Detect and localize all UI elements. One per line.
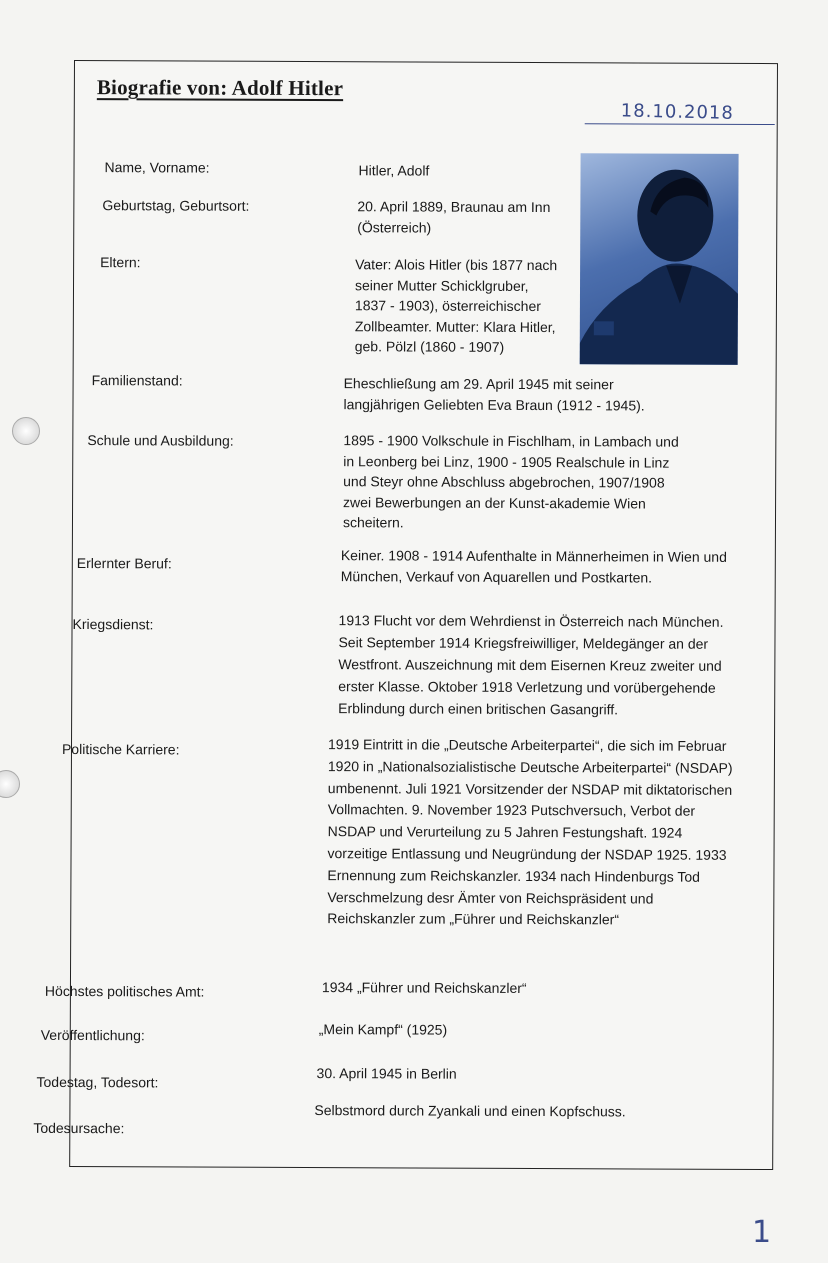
label-highest-office: Höchstes politisches Amt: — [44, 982, 205, 1000]
page-title: Biografie von: Adolf Hitler — [96, 75, 344, 101]
handwritten-page-number: 1 — [752, 1215, 772, 1250]
value-name: Hitler, Adolf — [358, 162, 430, 179]
value-death-cause: Selbstmord durch Zyankali und einen Kopfschuss. — [314, 1102, 626, 1120]
label-publication: Veröffentlichung: — [40, 1026, 145, 1044]
value-highest-office: 1934 „Führer und Reichskanzler“ — [321, 979, 527, 996]
value-military: 1913 Flucht vor dem Wehrdienst in Österreich nach München. Seit September 1914 Kriegsfreiwilliger, Meldegänger an der Westfront. Auszeichnung mit dem Eisernen Kreuz zweiter und erster Klasse. Oktober 1918 Verletzung und vorübergehende Erblindung durch einen britischen Gasangriff. — [338, 612, 724, 718]
label-name: Name, Vorname: — [104, 159, 210, 176]
label-military: Kriegsdienst: — [72, 615, 154, 633]
binder-hole-top — [12, 417, 40, 445]
binder-hole-bottom — [0, 770, 20, 798]
label-education: Schule und Ausbildung: — [87, 432, 234, 449]
portrait-silhouette — [580, 153, 739, 365]
label-birth: Geburtstag, Geburtsort: — [102, 197, 250, 214]
value-birth: 20. April 1889, Braunau am Inn (Österreich) — [357, 198, 551, 236]
label-political-career: Politische Karriere: — [61, 740, 180, 758]
label-marital-status: Familienstand: — [91, 372, 183, 389]
label-death-date: Todestag, Todesort: — [36, 1073, 159, 1091]
value-profession: Keiner. 1908 - 1914 Aufenthalte in Männerheimen in Wien und München, Verkauf von Aquarellen und Postkarten. — [340, 547, 727, 586]
date-underline — [585, 123, 775, 125]
value-marital-status: Eheschließung am 29. April 1945 mit seiner langjährigen Geliebten Eva Braun (1912 - 1945). — [343, 375, 645, 413]
value-parents: Vater: Alois Hitler (bis 1877 nach seiner Mutter Schicklgruber, 1837 - 1903), österreichischer Zollbeamter. Mutter: Klara Hitler, geb. Pölzl (1860 - 1907) — [354, 256, 558, 355]
value-death-date: 30. April 1945 in Berlin — [316, 1065, 457, 1082]
handwritten-date: 18.10.2018 — [620, 100, 735, 124]
value-publication: „Mein Kampf“ (1925) — [318, 1021, 448, 1038]
document-page — [33, 60, 778, 1170]
label-parents: Eltern: — [100, 254, 141, 271]
label-death-cause: Todesursache: — [33, 1119, 125, 1137]
value-political-career: 1919 Eintritt in die „Deutsche Arbeiterpartei“, die sich im Februar 1920 in „Nationalsozialistische Deutsche Arbeiterpartei“ (NSDAP) umbenennt. Juli 1921 Vorsitzender der NSDAP mit diktatorischen Vollmachten. 9. November 1923 Putschversuch, Verbot der NSDAP und Verurteilung zu 5 Jahren Festungshaft. 1924 vorzeitige Entlassung und Neugründung der NSDAP 1925. 1933 Ernennung zum Reichskanzler. 1934 nach Hindenburgs Tod Verschmelzung desr Ämter von Reichspräsident und Reichskanzler zum „Führer und Reichskanzler“ — [327, 736, 733, 928]
label-profession: Erlernter Beruf: — [76, 555, 172, 572]
value-education: 1895 - 1900 Volkschule in Fischlham, in Lambach und in Leonberg bei Linz, 1900 - 1905 Realschule in Linz und Steyr ohne Abschluss abgebrochen, 1907/1908 zwei Bewerbungen an der Kunst-akademie Wien scheitern. — [342, 432, 679, 531]
portrait-photo-icon — [580, 153, 739, 365]
